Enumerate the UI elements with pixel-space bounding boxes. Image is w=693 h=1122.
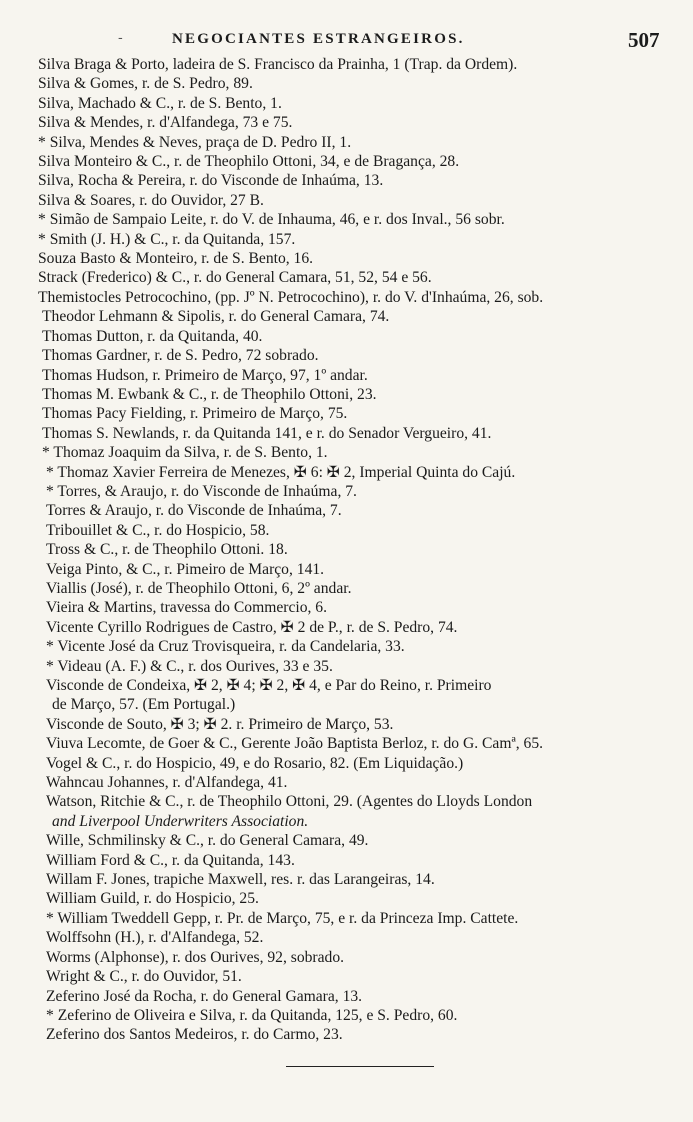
running-title: NEGOCIANTES ESTRANGEIROS.	[172, 31, 465, 47]
directory-entry-continuation: de Março, 57. (Em Portugal.)	[52, 696, 236, 714]
directory-entry: Silva, Rocha & Pereira, r. do Visconde de Inhaúma, 13.	[38, 172, 384, 190]
directory-entry: Torres & Araujo, r. do Visconde de Inhaúma, 7.	[46, 502, 342, 520]
directory-entry: Vieira & Martins, travessa do Commercio, 6.	[46, 599, 327, 617]
directory-entry: William Guild, r. do Hospicio, 25.	[46, 890, 259, 908]
directory-entry: * Videau (A. F.) & C., r. dos Ourives, 33 e 35.	[46, 657, 333, 675]
directory-entry: Wright & C., r. do Ouvidor, 51.	[46, 968, 242, 986]
directory-entry: Viuva Lecomte, de Goer & C., Gerente João Baptista Berloz, r. do G. Camª, 65.	[46, 735, 544, 753]
directory-entry: Vicente Cyrillo Rodrigues de Castro, ✠ 2 de P., r. de S. Pedro, 74.	[46, 618, 458, 636]
page-number: 507	[628, 28, 660, 52]
directory-entry: Silva & Gomes, r. de S. Pedro, 89.	[38, 75, 253, 93]
directory-entry: Veiga Pinto, & C., r. Pimeiro de Março, 141.	[46, 560, 325, 578]
directory-entry-continuation: and Liverpool Underwriters Association.	[52, 812, 309, 830]
directory-entry: * Thomaz Xavier Ferreira de Menezes, ✠ 6: ✠ 2, Imperial Quinta do Cajú.	[46, 463, 516, 481]
directory-entry: * Zeferino de Oliveira e Silva, r. da Quitanda, 125, e S. Pedro, 60.	[46, 1006, 458, 1024]
directory-entry: Silva, Machado & C., r. de S. Bento, 1.	[38, 94, 282, 112]
directory-entry: Silva Monteiro & C., r. de Theophilo Ottoni, 34, e de Bragança, 28.	[38, 153, 460, 171]
page-header	[0, 28, 693, 54]
directory-entry: Tross & C., r. de Theophilo Ottoni. 18.	[46, 541, 288, 559]
directory-entry: Thomas Gardner, r. de S. Pedro, 72 sobrado.	[42, 347, 319, 365]
directory-entry: Worms (Alphonse), r. dos Ourives, 92, sobrado.	[46, 948, 345, 966]
directory-entry: Wahncau Johannes, r. d'Alfandega, 41.	[46, 774, 288, 792]
directory-entry: Zeferino dos Santos Medeiros, r. do Carmo, 23.	[46, 1026, 343, 1044]
directory-entry: * William Tweddell Gepp, r. Pr. de Março, 75, e r. da Princeza Imp. Cattete.	[46, 909, 519, 927]
directory-entry: Themistocles Petrocochino, (pp. Jº N. Petrocochino), r. do V. d'Inhaúma, 26, sob.	[38, 288, 544, 306]
directory-list	[38, 55, 683, 1045]
directory-entry: Tribouillet & C., r. do Hospicio, 58.	[46, 521, 270, 539]
directory-entry: Strack (Frederico) & C., r. do General Camara, 51, 52, 54 e 56.	[38, 269, 432, 287]
directory-entry: Vogel & C., r. do Hospicio, 49, e do Rosario, 82. (Em Liquidação.)	[46, 754, 464, 772]
directory-entry: Zeferino José da Rocha, r. do General Gamara, 13.	[46, 987, 363, 1005]
directory-entry: Silva & Mendes, r. d'Alfandega, 73 e 75.	[38, 114, 293, 132]
directory-entry: Theodor Lehmann & Sipolis, r. do General Camara, 74.	[42, 308, 390, 326]
directory-entry: Viallis (José), r. de Theophilo Ottoni, 6, 2º andar.	[46, 579, 352, 597]
directory-entry: Thomas Hudson, r. Primeiro de Março, 97, 1º andar.	[42, 366, 368, 384]
directory-entry: Watson, Ritchie & C., r. de Theophilo Ottoni, 29. (Agentes do Lloyds London	[46, 793, 533, 811]
directory-entry: * Vicente José da Cruz Trovisqueira, r. da Candelaria, 33.	[46, 638, 405, 656]
directory-entry: Thomas Dutton, r. da Quitanda, 40.	[42, 327, 263, 345]
directory-entry: * Simão de Sampaio Leite, r. do V. de Inhauma, 46, e r. dos Inval., 56 sobr.	[38, 211, 505, 229]
directory-entry: Wolffsohn (H.), r. d'Alfandega, 52.	[46, 929, 264, 947]
directory-entry: * Silva, Mendes & Neves, praça de D. Pedro II, 1.	[38, 133, 352, 151]
directory-entry: Thomas M. Ewbank & C., r. de Theophilo Ottoni, 23.	[42, 385, 377, 403]
directory-entry: * Thomaz Joaquim da Silva, r. de S. Bento, 1.	[42, 444, 328, 462]
footer-rule	[286, 1066, 434, 1067]
directory-entry: Visconde de Souto, ✠ 3; ✠ 2. r. Primeiro de Março, 53.	[46, 715, 394, 733]
header-dash: -	[118, 30, 123, 46]
directory-entry: Silva Braga & Porto, ladeira de S. Francisco da Prainha, 1 (Trap. da Ordem).	[38, 56, 518, 73]
directory-entry: Thomas S. Newlands, r. da Quitanda 141, e r. do Senador Vergueiro, 41.	[42, 424, 492, 442]
directory-entry: * Smith (J. H.) & C., r. da Quitanda, 157.	[38, 230, 296, 248]
directory-entry: Visconde de Condeixa, ✠ 2, ✠ 4; ✠ 2, ✠ 4, e Par do Reino, r. Primeiro	[46, 677, 492, 694]
directory-entry: Willam F. Jones, trapiche Maxwell, res. r. das Larangeiras, 14.	[46, 871, 435, 889]
directory-entry: Souza Basto & Monteiro, r. de S. Bento, 16.	[38, 250, 314, 268]
directory-entry: Silva & Soares, r. do Ouvidor, 27 B.	[38, 191, 264, 209]
directory-entry: * Torres, & Araujo, r. do Visconde de Inhaúma, 7.	[46, 482, 357, 500]
directory-entry: Wille, Schmilinsky & C., r. do General Camara, 49.	[46, 832, 369, 850]
directory-entry: William Ford & C., r. da Quitanda, 143.	[46, 851, 295, 869]
directory-entry: Thomas Pacy Fielding, r. Primeiro de Março, 75.	[42, 405, 348, 423]
